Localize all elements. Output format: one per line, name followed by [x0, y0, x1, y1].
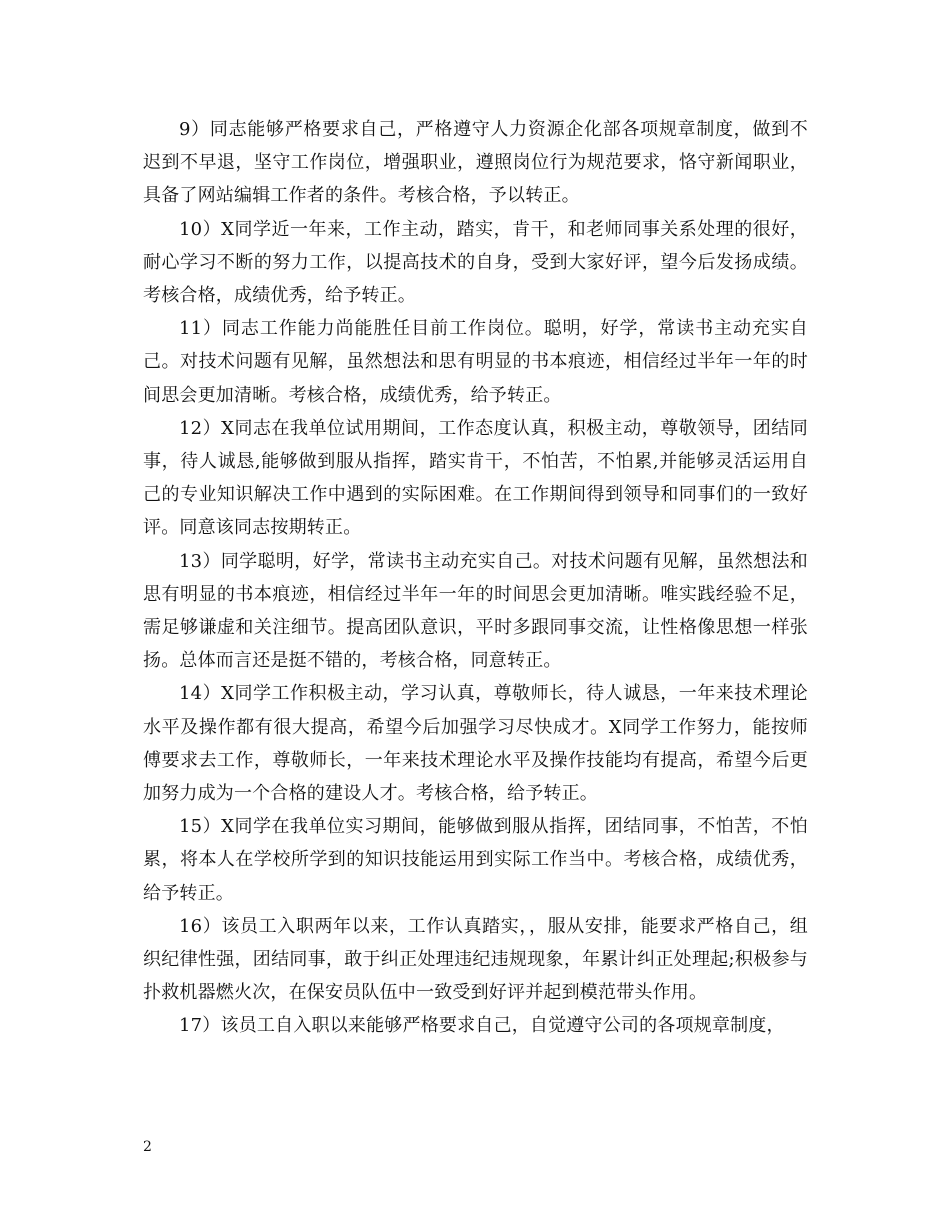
paragraph-17: 17）该员工自入职以来能够严格要求自己，自觉遵守公司的各项规章制度，	[179, 1015, 785, 1037]
paragraph-9: 9）同志能够严格要求自己，严格遵守人力资源企化部各项规章制度，做到不迟到不早退，坚守工作岗位，增强职业，遵照岗位行为规范要求，恪守新闻职业，具备了网站编辑工作者的条件。考核合格，予以转正。	[143, 119, 808, 207]
paragraph-11: 11）同志工作能力尚能胜任目前工作岗位。聪明，好学，常读书主动充实自己。对技术问题有见解，虽然想法和思有明显的书本痕迹，相信经过半年一年的时间思会更加清晰。考核合格，成绩优秀，给予转正。	[143, 318, 808, 406]
paragraph-16: 16）该员工入职两年以来，工作认真踏实，，服从安排，能要求严格自己，组织纪律性强，团结同事，敢于纠正处理违纪违规现象，年累计纠正处理起;积极参与扑救机器燃火次，在保安员队伍中一致受到好评并起到模范带头作用。	[143, 915, 808, 1004]
paragraph-13: 13）同学聪明，好学，常读书主动充实自己。对技术问题有见解，虽然想法和思有明显的书本痕迹，相信经过半年一年的时间思会更加清晰。唯实践经验不足，需足够谦虚和关注细节。提高团队意识，平时多跟同事交流，让性格像思想一样张扬。总体而言还是挺不错的，考核合格，同意转正。	[143, 550, 808, 672]
paragraph-15: 15）X同学在我单位实习期间，能够做到服从指挥，团结同事，不怕苦，不怕累，将本人在学校所学到的知识技能运用到实际工作当中。考核合格，成绩优秀，给予转正。	[143, 816, 808, 904]
paragraph-12: 12）X同志在我单位试用期间，工作态度认真，积极主动，尊敬领导，团结同事，待人诚恳,能够做到服从指挥，踏实肯干，不怕苦，不怕累,并能够灵活运用自己的专业知识解决工作中遇到的实际困难。在工作期间得到领导和同事们的一致好评。同意该同志按期转正。	[143, 417, 808, 539]
document-body	[143, 113, 808, 1043]
paragraph-10: 10）X同学近一年来，工作主动，踏实，肯干，和老师同事关系处理的很好，耐心学习不断的努力工作，以提高技术的自身，受到大家好评，望今后发扬成绩。考核合格，成绩优秀，给予转正。	[143, 218, 808, 307]
paragraph-14: 14）X同学工作积极主动，学习认真，尊敬师长，待人诚恳，一年来技术理论水平及操作都有很大提高，希望今后加强学习尽快成才。X同学工作努力，能按师傅要求去工作，尊敬师长，一年来技术理论水平及操作技能均有提高，希望今后更加努力成为一个合格的建设人才。考核合格，给予转正。	[143, 683, 808, 805]
page-number: 2	[143, 1139, 152, 1155]
